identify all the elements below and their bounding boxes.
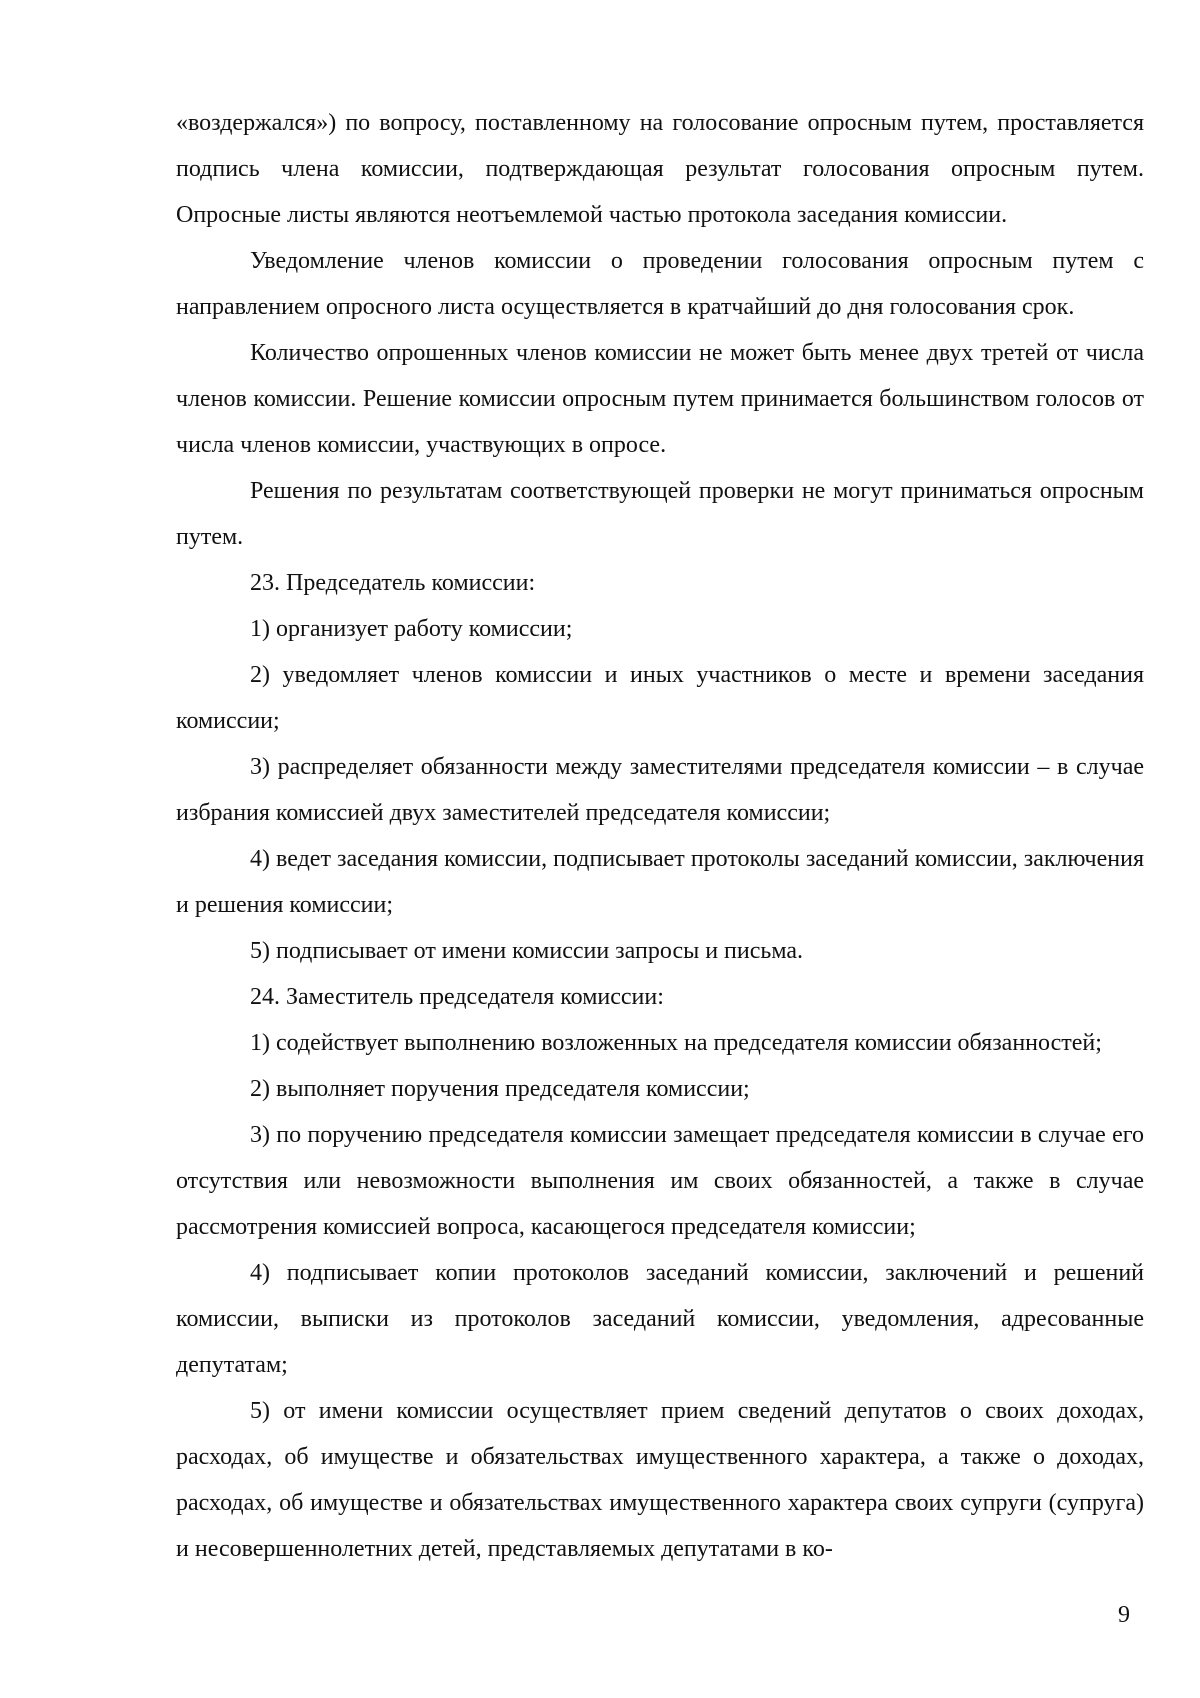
section-23-heading: 23. Председатель комиссии:: [250, 570, 536, 596]
list-item-23-1: 1) организует работу комиссии;: [250, 616, 573, 642]
list-item-23-5: 5) подписывает от имени комиссии запросы и письма.: [250, 938, 804, 964]
paragraph-notification: Уведомление членов комиссии о проведении голосования опросным путем с направлением опросного листа осуществляется в кратчайший до дня голосования срок.: [176, 248, 1144, 320]
list-item-24-5: 5) от имени комиссии осуществляет прием сведений депутатов о своих доходах, расходах, об имуществе и обязательствах имущественного характера, а также о доходах, расходах, об имуществе и обязательствах имущественного характера своих супруги (супруга) и несовершеннолетних детей, представляемых депутатами в ко-: [176, 1398, 1144, 1562]
list-item-24-2: 2) выполняет поручения председателя комиссии;: [250, 1076, 750, 1102]
page-number: 9: [1118, 1602, 1130, 1628]
list-item-24-1: 1) содействует выполнению возложенных на председателя комиссии обязанностей;: [250, 1030, 1102, 1056]
list-item-24-3: 3) по поручению председателя комиссии замещает председателя комиссии в случае его отсутствия или невозможности выполнения им своих обязанностей, а также в случае рассмотрения комиссией вопроса, касающегося председателя комиссии;: [176, 1122, 1144, 1240]
paragraph-decisions: Решения по результатам соответствующей проверки не могут приниматься опросным путем.: [176, 478, 1144, 550]
paragraph-quorum: Количество опрошенных членов комиссии не может быть менее двух третей от числа членов комиссии. Решение комиссии опросным путем принимается большинством голосов от числа членов комиссии, участвующих в опросе.: [176, 340, 1144, 458]
section-24-heading: 24. Заместитель председателя комиссии:: [250, 984, 664, 1010]
list-item-23-4: 4) ведет заседания комиссии, подписывает протоколы заседаний комиссии, заключения и решения комиссии;: [176, 846, 1144, 918]
list-item-24-4: 4) подписывает копии протоколов заседаний комиссии, заключений и решений комиссии, выписки из протоколов заседаний комиссии, уведомления, адресованные депутатам;: [176, 1260, 1144, 1378]
body-text: [176, 100, 1144, 1572]
paragraph-voting-signature: «воздержался») по вопросу, поставленному на голосование опросным путем, проставляется подпись члена комиссии, подтверждающая результат голосования опросным путем. Опросные листы являются неотъемлемой частью протокола заседания комиссии.: [176, 110, 1144, 228]
list-item-23-2: 2) уведомляет членов комиссии и иных участников о месте и времени заседания комиссии;: [176, 662, 1144, 734]
list-item-23-3: 3) распределяет обязанности между заместителями председателя комиссии – в случае избрания комиссией двух заместителей председателя комиссии;: [176, 754, 1144, 826]
